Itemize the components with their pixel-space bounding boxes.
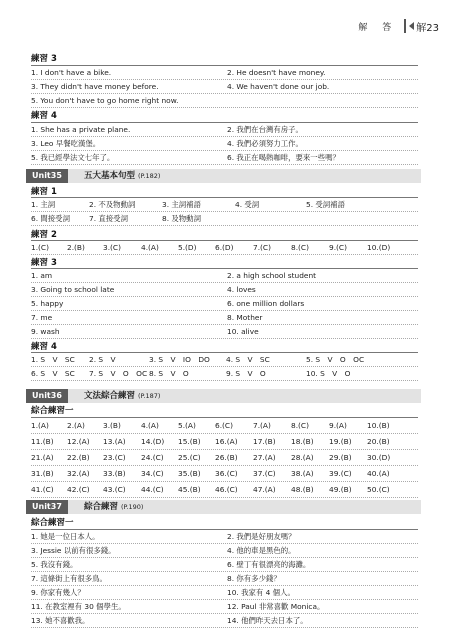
answer-item: 10.(B)	[367, 421, 390, 430]
answer-item: 1. I don't have a bike.	[31, 68, 112, 77]
practice4-title: 練習 4	[31, 342, 57, 352]
answer-item: 3. Leo 早餐吃漢堡。	[31, 139, 101, 148]
answer-item: 6. one million dollars	[227, 299, 305, 308]
answer-item: 5. S V O OC	[306, 355, 365, 364]
unit-page-ref: (P.187)	[137, 392, 161, 400]
answer-item: 10. alive	[227, 327, 259, 336]
answer-item: 32.(A)	[67, 469, 90, 478]
answer-item: 1. S V SC	[31, 355, 75, 364]
answer-item: 2. 不及物動詞	[89, 200, 136, 209]
divider	[404, 19, 406, 33]
answer-item: 9.(A)	[329, 421, 347, 430]
answer-item: 5. 我已經學法文七年了。	[31, 153, 115, 162]
list-row	[31, 466, 418, 482]
list-row	[31, 137, 418, 151]
answer-item: 35.(B)	[178, 469, 201, 478]
answer-item: 1. 她是一位日本人。	[31, 532, 100, 541]
list-row	[31, 123, 418, 137]
answer-item: 10.(D)	[367, 243, 391, 252]
answer-item: 5. happy	[31, 299, 64, 308]
answer-item: 7.(C)	[253, 243, 271, 252]
answer-item: 2. 我們在台灣有房子。	[227, 125, 303, 134]
exercise-title: 綜合練習一	[31, 518, 74, 528]
answer-item: 3. Jessie 以前有很多錢。	[31, 546, 116, 555]
answer-item: 3.(B)	[103, 421, 121, 430]
answer-item: 8.(C)	[291, 243, 309, 252]
list-row	[31, 572, 418, 586]
answer-item: 33.(B)	[103, 469, 126, 478]
answer-item: 39.(C)	[329, 469, 352, 478]
answer-item: 8. 你有多少錢？	[227, 574, 281, 583]
list-row	[31, 614, 418, 628]
answer-item: 25.(C)	[178, 453, 201, 462]
list-row	[31, 450, 418, 466]
answer-item: 16.(A)	[215, 437, 238, 446]
practice4-title: 練習 4	[31, 111, 57, 121]
list-row	[31, 325, 418, 339]
answer-item: 5.(D)	[178, 243, 197, 252]
answer-item: 5. You don't have to go home right now.	[31, 96, 179, 105]
answer-item: 1. She has a private plane.	[31, 125, 131, 134]
answer-item: 7. 這條街上有很多鳥。	[31, 574, 107, 583]
page-number: 解23	[416, 22, 439, 34]
list-row	[31, 198, 418, 212]
answer-item: 6.(D)	[215, 243, 234, 252]
answer-item: 2. S V	[89, 355, 116, 364]
answer-item: 4. We haven't done our job.	[227, 82, 330, 91]
list-row	[31, 241, 418, 255]
list-row	[31, 297, 418, 311]
answer-item: 42.(C)	[67, 485, 90, 494]
answer-item: 4. 我們必須努力工作。	[227, 139, 303, 148]
list-row	[31, 283, 418, 297]
unit-page-ref: (P.190)	[120, 503, 144, 511]
answer-item: 1.(C)	[31, 243, 49, 252]
list-row	[31, 353, 418, 367]
list-row	[31, 66, 418, 80]
answer-item: 7. me	[31, 313, 53, 322]
answer-item: 23.(C)	[103, 453, 126, 462]
answer-item: 7. S V O OC	[89, 369, 148, 378]
answer-item: 2. He doesn't have money.	[227, 68, 326, 77]
list-row	[31, 544, 418, 558]
answer-item: 9. 你家有幾人？	[31, 588, 85, 597]
answer-item: 2.(B)	[67, 243, 85, 252]
answer-item: 12. Paul 非常喜歡 Monica。	[227, 602, 325, 611]
answer-item: 40.(A)	[367, 469, 390, 478]
answer-item: 15.(B)	[178, 437, 201, 446]
answer-item: 19.(B)	[329, 437, 352, 446]
unit-title	[84, 389, 160, 403]
answer-item: 8. 及物動詞	[162, 214, 201, 223]
answer-item: 6. 我正在喝熱咖啡，要來一些嗎？	[227, 153, 340, 162]
answer-item: 14. 他們昨天去日本了。	[227, 616, 308, 625]
exercise-title: 綜合練習一	[31, 406, 74, 416]
answer-item: 3. 主詞補語	[162, 200, 201, 209]
list-row	[31, 434, 418, 450]
unit-tag: Unit36	[26, 389, 68, 403]
answer-item: 13.(A)	[103, 437, 126, 446]
answer-item: 18.(B)	[291, 437, 314, 446]
answer-item: 6. S V SC	[31, 369, 75, 378]
answer-item: 21.(A)	[31, 453, 54, 462]
list-row	[31, 311, 418, 325]
answer-item: 1. 主詞	[31, 200, 56, 209]
answer-item: 4.(A)	[141, 421, 159, 430]
answer-item: 28.(A)	[291, 453, 314, 462]
answer-item: 29.(B)	[329, 453, 352, 462]
answer-item: 45.(B)	[178, 485, 201, 494]
answer-item: 3. S V IO DO	[149, 355, 210, 364]
unit-title-text: 綜合練習	[84, 502, 119, 512]
answer-item: 3. They didn't have money before.	[31, 82, 159, 91]
answer-item: 6. 壁丁有很漂亮的海灘。	[227, 560, 311, 569]
unit-title-text: 五大基本句型	[84, 171, 136, 181]
unit-title	[84, 169, 160, 183]
answer-item: 36.(C)	[215, 469, 238, 478]
unit-tag: Unit35	[26, 169, 68, 183]
list-row	[31, 600, 418, 614]
page-header	[358, 18, 439, 34]
list-row	[31, 418, 418, 434]
answer-item: 10. 我家有 4 個人。	[227, 588, 295, 597]
answer-item: 12.(A)	[67, 437, 90, 446]
list-row	[31, 94, 418, 108]
answer-item: 10. S V O	[306, 369, 351, 378]
answer-item: 24.(C)	[141, 453, 164, 462]
list-row	[31, 558, 418, 572]
list-row	[31, 151, 418, 165]
practice3-title: 練習 3	[31, 54, 57, 64]
answer-item: 3.(C)	[103, 243, 121, 252]
practice3-title: 練習 3	[31, 258, 57, 268]
answer-item: 8.(C)	[291, 421, 309, 430]
answer-item: 27.(A)	[253, 453, 276, 462]
unit-page-ref: (P.182)	[137, 172, 161, 180]
answer-item: 26.(B)	[215, 453, 238, 462]
answer-item: 4. S V SC	[226, 355, 270, 364]
answer-item: 8. Mother	[227, 313, 263, 322]
unit-title-text: 文法綜合練習	[84, 391, 136, 401]
answer-item: 38.(A)	[291, 469, 314, 478]
triangle-icon	[409, 22, 414, 30]
answer-item: 43.(C)	[103, 485, 126, 494]
answer-item: 14.(D)	[141, 437, 165, 446]
answer-item: 1.(A)	[31, 421, 49, 430]
answer-item: 22.(B)	[67, 453, 90, 462]
unit-tag: Unit37	[26, 500, 68, 514]
list-row	[31, 80, 418, 94]
answer-item: 5. 我沒有錢。	[31, 560, 78, 569]
answer-item: 4. loves	[227, 285, 256, 294]
answer-item: 3. Going to school late	[31, 285, 115, 294]
answer-item: 8. S V O	[149, 369, 189, 378]
unit-title	[84, 500, 143, 514]
answer-item: 11. 在教室裡有 30 個學生。	[31, 602, 126, 611]
practice1-title: 練習 1	[31, 187, 57, 197]
answer-item: 2. 我們是好朋友嗎？	[227, 532, 296, 541]
answer-item: 13. 她不喜歡我。	[31, 616, 90, 625]
answer-item: 6.(C)	[215, 421, 233, 430]
answer-item: 17.(B)	[253, 437, 276, 446]
answer-item: 48.(B)	[291, 485, 314, 494]
answer-item: 2. a high school student	[227, 271, 317, 280]
answer-item: 49.(B)	[329, 485, 352, 494]
answer-item: 4.(A)	[141, 243, 159, 252]
list-row	[31, 367, 418, 381]
section-label: 解 答	[358, 22, 398, 33]
list-row	[31, 212, 418, 226]
answer-item: 7. 直接受詞	[89, 214, 128, 223]
answer-item: 2.(A)	[67, 421, 85, 430]
answer-item: 50.(C)	[367, 485, 390, 494]
answer-item: 4. 受詞	[235, 200, 260, 209]
answer-item: 6. 間接受詞	[31, 214, 70, 223]
answer-item: 34.(C)	[141, 469, 164, 478]
answer-item: 9.(C)	[329, 243, 347, 252]
answer-item: 5.(A)	[178, 421, 196, 430]
answer-item: 7.(A)	[253, 421, 271, 430]
answer-item: 30.(D)	[367, 453, 391, 462]
answer-item: 31.(B)	[31, 469, 54, 478]
answer-item: 5. 受詞補語	[306, 200, 345, 209]
answer-item: 47.(A)	[253, 485, 276, 494]
answer-item: 37.(C)	[253, 469, 276, 478]
answer-item: 41.(C)	[31, 485, 54, 494]
answer-item: 9. S V O	[226, 369, 266, 378]
list-row	[31, 269, 418, 283]
answer-item: 46.(C)	[215, 485, 238, 494]
answer-item: 4. 他的車是黑色的。	[227, 546, 296, 555]
practice2-title: 練習 2	[31, 230, 57, 240]
answer-item: 20.(B)	[367, 437, 390, 446]
answer-item: 9. wash	[31, 327, 60, 336]
list-row	[31, 530, 418, 544]
list-row	[31, 482, 418, 498]
answer-item: 44.(C)	[141, 485, 164, 494]
list-row	[31, 586, 418, 600]
answer-item: 1. am	[31, 271, 53, 280]
answer-item: 11.(B)	[31, 437, 54, 446]
